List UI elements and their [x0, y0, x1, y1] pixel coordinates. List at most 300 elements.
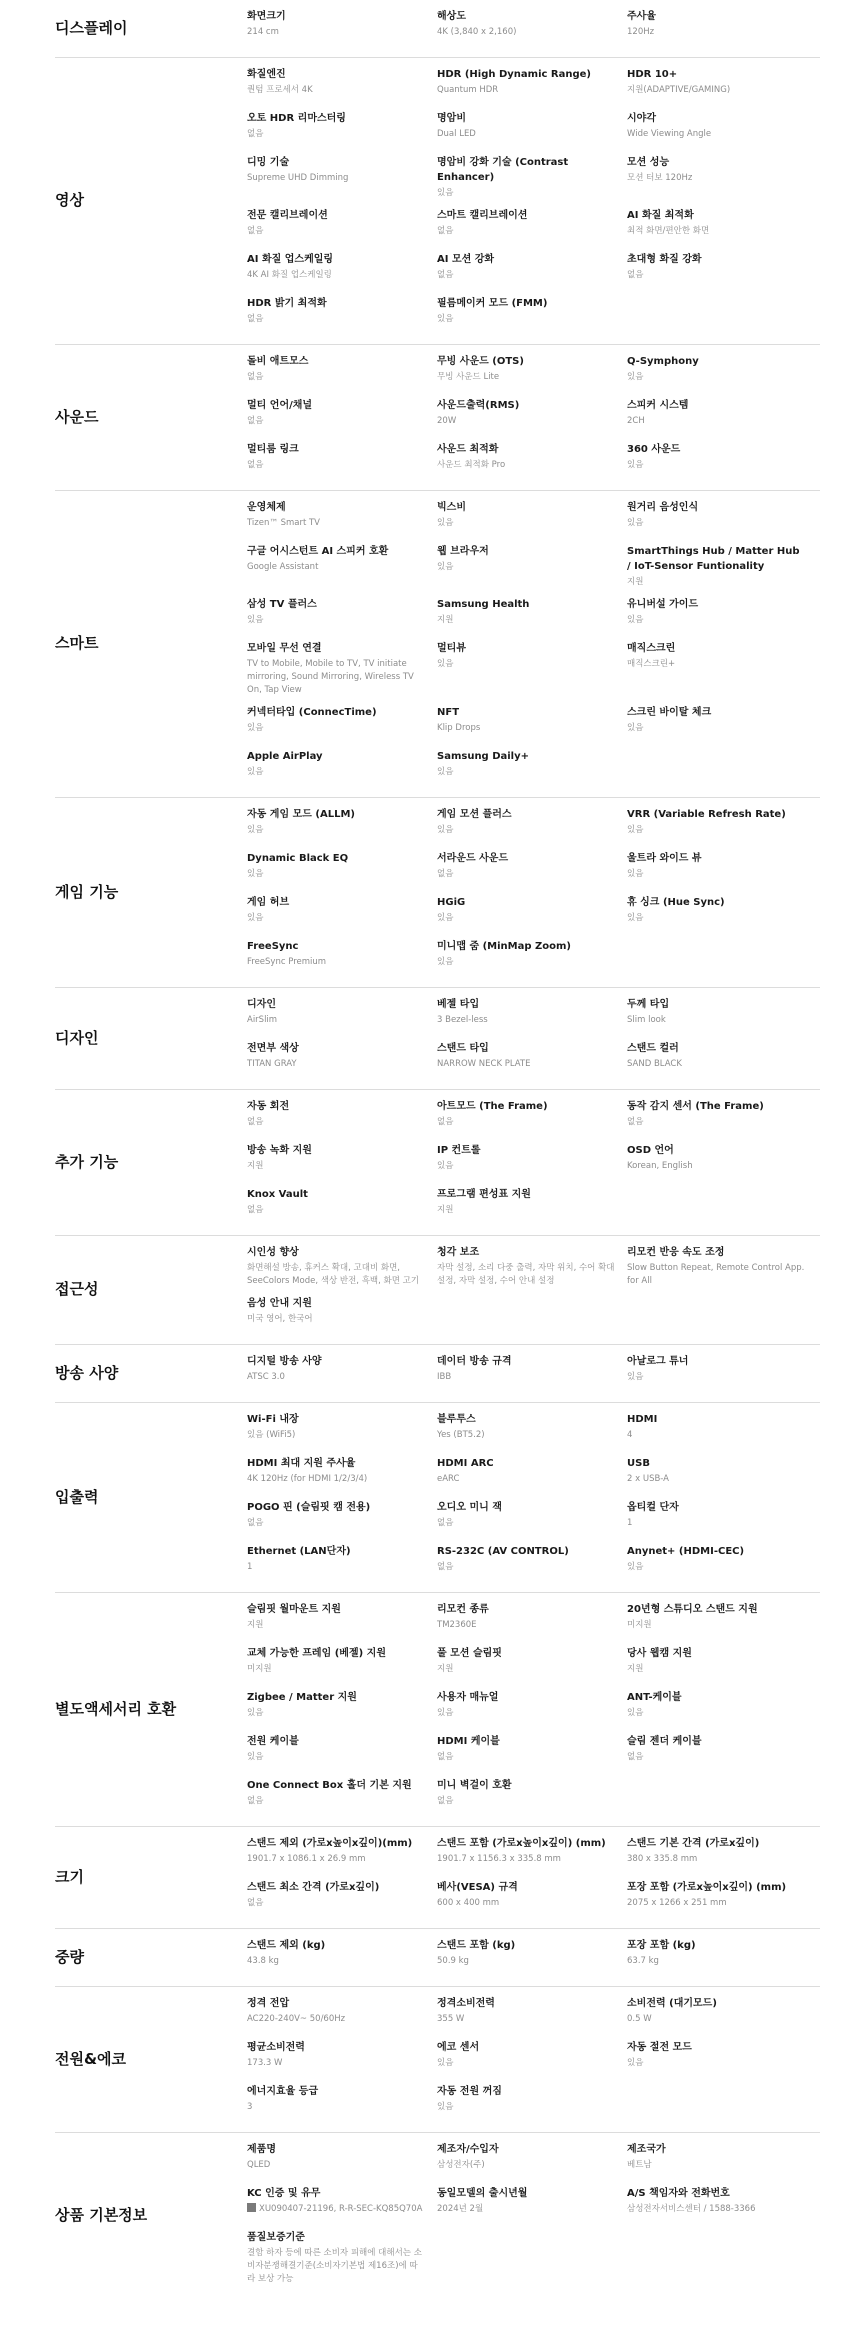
spec-value-text: 없음	[247, 1796, 264, 1806]
spec-value	[437, 1795, 615, 1808]
spec-item	[627, 111, 817, 147]
section-title: 디자인	[55, 1028, 99, 1047]
spec-label: 전면부 색상	[247, 1043, 299, 1054]
spec-item	[627, 9, 817, 45]
spec-value	[247, 1707, 425, 1720]
spec-label: AI 화질 최적화	[627, 210, 694, 221]
spec-value	[247, 517, 425, 530]
spec-label: 자동 게임 모드 (ALLM)	[247, 809, 355, 820]
spec-item	[247, 1099, 437, 1135]
spec-item	[247, 1938, 437, 1974]
spec-value	[627, 128, 805, 141]
spec-value-text: 매직스크린+	[627, 659, 676, 669]
spec-label: 에코 센서	[437, 2042, 480, 2053]
spec-grid	[247, 1245, 820, 1332]
spec-label: 미니 벽걸이 호환	[437, 1780, 512, 1791]
spec-value	[437, 1204, 615, 1217]
spec-label: 자동 전원 꺼짐	[437, 2086, 502, 2097]
spec-value	[437, 371, 615, 384]
spec-item	[247, 1354, 437, 1390]
spec-item	[247, 398, 437, 434]
spec-value	[247, 1751, 425, 1764]
spec-value	[627, 225, 805, 238]
spec-label: 두께 타입	[627, 999, 670, 1010]
spec-item	[247, 641, 437, 697]
spec-label: 돌비 애트모스	[247, 356, 309, 367]
spec-value	[247, 1058, 425, 1071]
spec-item	[627, 807, 817, 843]
spec-value-text: 있음	[247, 913, 264, 923]
spec-value	[247, 269, 425, 282]
spec-section	[55, 1987, 820, 2133]
spec-item	[437, 1836, 627, 1872]
spec-item	[247, 1041, 437, 1077]
spec-item	[627, 851, 817, 887]
spec-item	[437, 544, 627, 589]
spec-value-text: TV to Mobile, Mobile to TV, TV initiate mirroring, Sound Mirroring, Wireless TV On, Tap View	[247, 659, 414, 695]
spec-item	[247, 442, 437, 478]
spec-value	[627, 1116, 805, 1129]
spec-value-text: 없음	[247, 1898, 264, 1908]
spec-item	[437, 1544, 627, 1580]
spec-value	[627, 1429, 805, 1442]
spec-label: KC 인증 및 유무	[247, 2188, 321, 2199]
spec-value-text: 없음	[247, 226, 264, 236]
spec-value	[627, 1262, 805, 1288]
spec-value	[247, 614, 425, 627]
spec-item	[437, 1187, 627, 1223]
spec-item	[247, 1544, 437, 1580]
spec-value	[627, 912, 805, 925]
spec-label: 모바일 무선 연결	[247, 643, 322, 654]
spec-label: 동작 감지 센서 (The Frame)	[627, 1101, 764, 1112]
spec-value-text: 4K 120Hz (for HDMI 1/2/3/4)	[247, 1474, 368, 1484]
spec-value	[627, 824, 805, 837]
spec-value	[627, 2203, 805, 2216]
spec-value-text: 지원	[437, 1205, 454, 1215]
spec-label: 동일모델의 출시년월	[437, 2188, 528, 2199]
spec-value-text: 없음	[627, 270, 644, 280]
spec-label: 슬림 젠더 케이블	[627, 1736, 702, 1747]
spec-value-text: Tizen™ Smart TV	[247, 518, 320, 528]
spec-label: 디자인	[247, 999, 276, 1010]
spec-value	[437, 912, 615, 925]
spec-section	[55, 988, 820, 1090]
spec-label: ANT-케이블	[627, 1692, 682, 1703]
spec-grid	[247, 1412, 820, 1580]
spec-label: 옵티컬 단자	[627, 1502, 679, 1513]
spec-label: 디지털 방송 사양	[247, 1356, 322, 1367]
spec-value-text: 있음	[437, 767, 454, 777]
spec-value-text: 4K (3,840 x 2,160)	[437, 27, 517, 37]
spec-value-text: SAND BLACK	[627, 1059, 682, 1069]
spec-item	[437, 208, 627, 244]
spec-value-text: Slow Button Repeat, Remote Control App. for All	[627, 1263, 805, 1286]
spec-value-text: Quantum HDR	[437, 85, 499, 95]
spec-value-text: 없음	[437, 226, 454, 236]
spec-value-text: AC220-240V~ 50/60Hz	[247, 2014, 346, 2024]
spec-value-text: 있음	[437, 1708, 454, 1718]
spec-label: 제조자/수입자	[437, 2144, 499, 2155]
spec-item	[437, 1602, 627, 1638]
spec-value	[627, 172, 805, 185]
spec-label: 전문 캘리브레이션	[247, 210, 328, 221]
spec-item	[627, 1544, 817, 1580]
spec-value-text: ATSC 3.0	[247, 1372, 285, 1382]
spec-value-text: 없음	[247, 1518, 264, 1528]
spec-value-text: XU090407-21196, R-R-SEC-KQ85Q70A	[259, 2204, 423, 2214]
spec-item	[437, 111, 627, 147]
section-title: 별도액세서리 호환	[55, 1699, 177, 1718]
spec-item	[437, 2142, 627, 2178]
spec-value-text: 있음	[247, 825, 264, 835]
spec-label: 모션 성능	[627, 157, 670, 168]
spec-value-text: 미지원	[247, 1664, 272, 1674]
spec-item	[627, 1938, 817, 1974]
spec-label: 자동 회전	[247, 1101, 290, 1112]
spec-item	[437, 939, 627, 975]
spec-value	[247, 912, 425, 925]
spec-label: 웹 브라우저	[437, 546, 489, 557]
spec-value	[437, 269, 615, 282]
spec-value-text: 퀀텀 프로세서 4K	[247, 85, 313, 95]
spec-item	[437, 1143, 627, 1179]
spec-label: 스탠드 제외 (가로x높이x깊이)(mm)	[247, 1838, 413, 1849]
spec-grid	[247, 500, 820, 785]
spec-value-text: 지원	[247, 1161, 264, 1171]
spec-label: Knox Vault	[247, 1189, 308, 1200]
spec-value	[437, 2013, 615, 2026]
spec-item	[247, 851, 437, 887]
section-title: 추가 기능	[55, 1152, 119, 1171]
spec-label: 블루투스	[437, 1414, 476, 1425]
spec-grid	[247, 67, 820, 332]
spec-value	[247, 1204, 425, 1217]
spec-label: 무빙 사운드 (OTS)	[437, 356, 524, 367]
spec-value-text: 없음	[627, 1752, 644, 1762]
spec-value-text: 355 W	[437, 2014, 465, 2024]
spec-value-text: 63.7 kg	[627, 1956, 659, 1966]
spec-item	[627, 67, 817, 103]
spec-value-text: NARROW NECK PLATE	[437, 1059, 531, 1069]
spec-value-text: 있음	[627, 2058, 644, 2068]
spec-value	[247, 766, 425, 779]
spec-value-text: 있음	[627, 460, 644, 470]
spec-label: 빅스비	[437, 502, 466, 513]
spec-item	[627, 354, 817, 390]
spec-label: 해상도	[437, 11, 466, 22]
spec-item	[627, 1041, 817, 1077]
spec-value	[247, 128, 425, 141]
section-title: 크기	[55, 1867, 84, 1886]
spec-label: Apple AirPlay	[247, 751, 323, 762]
spec-label: 주사율	[627, 11, 656, 22]
section-title: 중량	[55, 1947, 84, 1966]
spec-item	[247, 1602, 437, 1638]
spec-label: 멀티 언어/채널	[247, 400, 313, 411]
section-title: 전원&에코	[55, 2049, 127, 2068]
spec-value	[437, 517, 615, 530]
spec-grid	[247, 1938, 820, 1974]
spec-value	[247, 371, 425, 384]
spec-value-text: 없음	[627, 1117, 644, 1127]
spec-item	[247, 155, 437, 200]
spec-item	[627, 1690, 817, 1726]
spec-value-text: 있음	[247, 723, 264, 733]
spec-item	[437, 1646, 627, 1682]
spec-section	[55, 1593, 820, 1827]
spec-grid	[247, 1996, 820, 2120]
spec-value	[247, 1371, 425, 1384]
spec-value	[247, 1897, 425, 1910]
spec-label: 베젤 타입	[437, 999, 480, 1010]
spec-value-text: 1901.7 x 1156.3 x 335.8 mm	[437, 1854, 561, 1864]
spec-value-text: 없음	[247, 129, 264, 139]
spec-value-text: 있음	[437, 659, 454, 669]
spec-value	[247, 1473, 425, 1486]
spec-label: 방송 녹화 지원	[247, 1145, 312, 1156]
spec-label: 휴 싱크 (Hue Sync)	[627, 897, 725, 908]
spec-value	[437, 313, 615, 326]
spec-value-text: 있음	[627, 825, 644, 835]
spec-value-text: 2 x USB-A	[627, 1474, 669, 1484]
spec-item	[247, 1734, 437, 1770]
spec-label: 시야각	[627, 113, 656, 124]
spec-item	[627, 2040, 817, 2076]
spec-value	[627, 415, 805, 428]
spec-value-text: 지원(ADAPTIVE/GAMING)	[627, 85, 731, 95]
spec-label: 에너지효율 등급	[247, 2086, 319, 2097]
spec-value-text: 없음	[437, 1752, 454, 1762]
spec-value-text: 50.9 kg	[437, 1956, 469, 1966]
spec-value	[437, 614, 615, 627]
spec-label: POGO 핀 (슬림핏 캠 전용)	[247, 1502, 371, 1513]
spec-section	[55, 1929, 820, 1987]
spec-item	[247, 1880, 437, 1916]
spec-value-text: 없음	[437, 1117, 454, 1127]
spec-value-text: 1	[247, 1562, 253, 1572]
spec-value	[627, 26, 805, 39]
spec-label: 스크린 바이탈 체크	[627, 707, 712, 718]
spec-value	[627, 459, 805, 472]
spec-value-text: 무빙 사운드 Lite	[437, 372, 500, 382]
spec-value	[437, 2203, 615, 2216]
spec-value	[437, 128, 615, 141]
spec-item	[437, 354, 627, 390]
section-title: 접근성	[55, 1280, 99, 1298]
spec-label: VRR (Variable Refresh Rate)	[627, 809, 786, 820]
spec-value	[247, 26, 425, 39]
spec-label: Samsung Health	[437, 599, 530, 610]
spec-item	[627, 597, 817, 633]
spec-grid	[247, 2142, 820, 2286]
spec-value	[627, 1619, 805, 1632]
spec-item	[627, 2142, 817, 2178]
spec-value-text: IBB	[437, 1372, 452, 1382]
spec-label: 매직스크린	[627, 643, 676, 654]
spec-value	[437, 187, 615, 200]
spec-item	[627, 500, 817, 536]
spec-value-text: 없음	[247, 460, 264, 470]
spec-label: Dynamic Black EQ	[247, 853, 349, 864]
spec-value	[247, 1619, 425, 1632]
spec-label: 디밍 기술	[247, 157, 290, 168]
spec-label: 베사(VESA) 규격	[437, 1882, 518, 1893]
spec-value	[437, 658, 615, 671]
spec-label: HDMI	[627, 1414, 658, 1425]
spec-label: Wi-Fi 내장	[247, 1414, 299, 1425]
spec-value	[437, 1371, 615, 1384]
spec-item	[247, 1412, 437, 1448]
spec-value	[627, 517, 805, 530]
spec-value-text: Korean, English	[627, 1161, 693, 1171]
section-title: 스마트	[55, 634, 99, 652]
spec-label: 스피커 시스템	[627, 400, 689, 411]
spec-section	[55, 58, 820, 345]
spec-item	[437, 155, 627, 200]
spec-item	[437, 2040, 627, 2076]
spec-value-text: 있음	[437, 913, 454, 923]
spec-item	[437, 1938, 627, 1974]
spec-label: HDR 밝기 최적화	[247, 298, 327, 309]
spec-value	[627, 269, 805, 282]
spec-label: 당사 웹캠 지원	[627, 1648, 692, 1659]
spec-value-text: 있음	[437, 825, 454, 835]
spec-item	[437, 807, 627, 843]
spec-value	[437, 1160, 615, 1173]
spec-label: Anynet+ (HDMI-CEC)	[627, 1546, 745, 1557]
spec-value-text: Klip Drops	[437, 723, 481, 733]
spec-value	[437, 1262, 615, 1288]
spec-value-text: 173.3 W	[247, 2058, 283, 2068]
spec-item	[437, 1996, 627, 2032]
spec-value	[437, 824, 615, 837]
spec-value	[247, 1561, 425, 1574]
spec-label: 교체 가능한 프레임 (베젤) 지원	[247, 1648, 386, 1659]
spec-item	[437, 67, 627, 103]
spec-grid	[247, 997, 820, 1077]
spec-value	[437, 26, 615, 39]
spec-item	[627, 1646, 817, 1682]
spec-value-text: 1901.7 x 1086.1 x 26.9 mm	[247, 1854, 366, 1864]
spec-item	[627, 1099, 817, 1135]
spec-label: 스탠드 포함 (kg)	[437, 1940, 516, 1951]
spec-value-text: 있음	[627, 723, 644, 733]
spec-value-text: 없음	[247, 1205, 264, 1215]
spec-value	[437, 1116, 615, 1129]
spec-label: 유니버설 가이드	[627, 599, 699, 610]
spec-item	[437, 1880, 627, 1916]
spec-value	[437, 2101, 615, 2114]
spec-value-text: eARC	[437, 1474, 460, 1484]
spec-label: 제조국가	[627, 2144, 666, 2155]
spec-value	[437, 1707, 615, 1720]
spec-value-text: 있음	[437, 957, 454, 967]
spec-item	[437, 1778, 627, 1814]
spec-item	[437, 2084, 627, 2120]
spec-value	[437, 1517, 615, 1530]
spec-item	[247, 111, 437, 147]
spec-item	[247, 1690, 437, 1726]
spec-value-text: 4	[627, 1430, 633, 1440]
spec-item	[247, 1996, 437, 2032]
spec-value-text: 없음	[247, 372, 264, 382]
spec-value-text: 600 x 400 mm	[437, 1898, 500, 1908]
spec-label: 서라운드 사운드	[437, 853, 509, 864]
spec-value-text: 미국 영어, 한국어	[247, 1314, 313, 1324]
spec-value	[437, 1853, 615, 1866]
spec-item	[247, 2142, 437, 2178]
spec-item	[247, 749, 437, 785]
spec-section	[55, 1403, 820, 1593]
spec-value-text: 있음	[437, 562, 454, 572]
spec-label: 스탠드 컬러	[627, 1043, 679, 1054]
spec-value	[247, 2159, 425, 2172]
spec-value	[247, 415, 425, 428]
spec-value-text: 없음	[437, 270, 454, 280]
spec-label: HGiG	[437, 897, 466, 908]
spec-value	[437, 561, 615, 574]
spec-value	[247, 1663, 425, 1676]
spec-value	[627, 1663, 805, 1676]
spec-value	[247, 868, 425, 881]
spec-item	[247, 2230, 437, 2286]
spec-value-text: 삼성전자(주)	[437, 2160, 485, 2170]
spec-label: 음성 안내 지원	[247, 1298, 312, 1309]
spec-value-text: 2024년 2월	[437, 2204, 484, 2214]
spec-value	[627, 1014, 805, 1027]
spec-value-text: 없음	[247, 1117, 264, 1127]
spec-value-text: 있음	[437, 518, 454, 528]
spec-item	[247, 544, 437, 589]
spec-label: 커넥터타입 (ConnecTime)	[247, 707, 377, 718]
spec-value-text: 베트남	[627, 2160, 652, 2170]
spec-item	[437, 895, 627, 931]
spec-label: 구글 어시스턴트 AI 스피커 호환	[247, 546, 389, 557]
spec-value-text: 없음	[437, 869, 454, 879]
spec-label: 20년형 스튜디오 스탠드 지원	[627, 1604, 758, 1615]
spec-value	[627, 1517, 805, 1530]
spec-label: 멀티룸 링크	[247, 444, 299, 455]
spec-item	[437, 1690, 627, 1726]
spec-label: One Connect Box 홀더 기본 지원	[247, 1780, 412, 1791]
spec-value	[437, 2057, 615, 2070]
spec-item	[627, 155, 817, 200]
spec-label: 게임 모션 플러스	[437, 809, 512, 820]
spec-label: 자동 절전 모드	[627, 2042, 692, 2053]
spec-value-text: 삼성전자서비스센터 / 1588-3366	[627, 2204, 756, 2214]
spec-value	[627, 2159, 805, 2172]
spec-value	[437, 2159, 615, 2172]
spec-value-text: 있음	[627, 372, 644, 382]
spec-value	[247, 1014, 425, 1027]
spec-value	[247, 1795, 425, 1808]
spec-label: HDR (High Dynamic Range)	[437, 69, 591, 80]
spec-label: Samsung Daily+	[437, 751, 530, 762]
section-title: 사운드	[55, 407, 99, 426]
spec-item	[627, 1734, 817, 1770]
spec-value-text: 자막 설정, 소리 다중 출력, 자막 위치, 수어 확대 설정, 자막 설정, 수어 안내 설정	[437, 1263, 615, 1286]
spec-label: 아트모드 (The Frame)	[437, 1101, 548, 1112]
spec-item	[627, 1354, 817, 1390]
spec-label: 슬림핏 월마운트 지원	[247, 1604, 341, 1615]
spec-value	[247, 956, 425, 969]
spec-item	[437, 398, 627, 434]
spec-item	[437, 1245, 627, 1288]
spec-label: 제품명	[247, 2144, 276, 2155]
spec-value	[627, 614, 805, 627]
spec-item	[247, 67, 437, 103]
